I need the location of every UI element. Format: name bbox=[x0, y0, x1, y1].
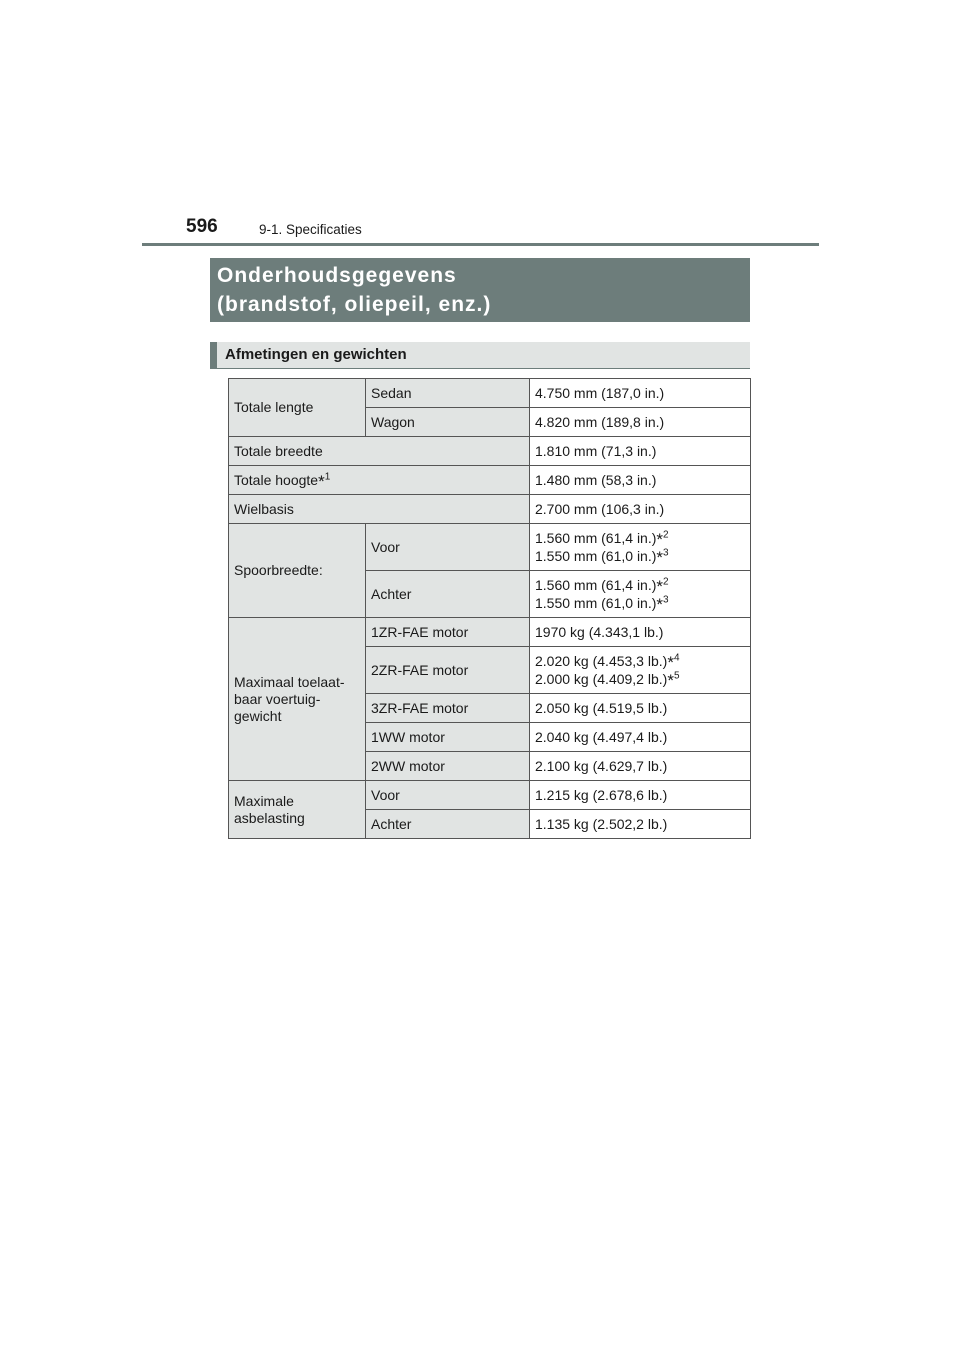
footnote-number: 3 bbox=[663, 547, 669, 559]
value-text: 2.020 kg (4.453,3 lb.) bbox=[535, 653, 668, 669]
section-label: 9-1. Specificaties bbox=[259, 222, 362, 237]
footnote-number: 2 bbox=[663, 576, 669, 588]
table-row bbox=[229, 781, 751, 810]
cell-value: 1.810 mm (71,3 in.) bbox=[530, 437, 751, 466]
label-line: asbelasting bbox=[234, 809, 305, 826]
label-line: baar voertuig- bbox=[234, 690, 321, 707]
footnote-asterisk: * bbox=[318, 472, 325, 491]
footnote-asterisk: * bbox=[656, 595, 664, 614]
cell-value: 1.215 kg (2.678,6 lb.) bbox=[530, 781, 751, 810]
section-subheading bbox=[210, 342, 750, 369]
value-line bbox=[535, 529, 745, 547]
sub-label: 2WW motor bbox=[366, 752, 530, 781]
value-text: 1.550 mm (61,0 in.) bbox=[535, 548, 657, 564]
page-title-line-2: (brandstof, oliepeil, enz.) bbox=[217, 293, 492, 316]
cell-value: 4.750 mm (187,0 in.) bbox=[530, 379, 751, 408]
page-number: 596 bbox=[186, 216, 218, 237]
sub-label: Voor bbox=[366, 524, 530, 571]
subheading-accent-bar bbox=[210, 342, 217, 369]
value-line bbox=[535, 576, 745, 594]
value-text: 1.550 mm (61,0 in.) bbox=[535, 595, 657, 611]
table-row bbox=[229, 618, 751, 647]
sub-label: 2ZR-FAE motor bbox=[366, 647, 530, 694]
sub-label: Achter bbox=[366, 571, 530, 618]
cell-value bbox=[530, 647, 751, 694]
page-title-line-1: Onderhoudsgegevens bbox=[217, 264, 457, 287]
table-row bbox=[229, 466, 751, 495]
row-label-total-length: Totale lengte bbox=[229, 379, 366, 437]
sub-label: 3ZR-FAE motor bbox=[366, 694, 530, 723]
label-line: Maximale bbox=[234, 792, 294, 809]
sub-label: Voor bbox=[366, 781, 530, 810]
value-line bbox=[535, 652, 745, 670]
value-text: 2.000 kg (4.409,2 lb.) bbox=[535, 671, 668, 687]
row-label-total-height bbox=[229, 466, 530, 495]
row-label-wheelbase: Wielbasis bbox=[229, 495, 530, 524]
cell-value: 2.100 kg (4.629,7 lb.) bbox=[530, 752, 751, 781]
sub-label: 1ZR-FAE motor bbox=[366, 618, 530, 647]
label-line: gewicht bbox=[234, 707, 282, 724]
cell-value: 4.820 mm (189,8 in.) bbox=[530, 408, 751, 437]
sub-label: 1WW motor bbox=[366, 723, 530, 752]
row-label-total-width: Totale breedte bbox=[229, 437, 530, 466]
header-divider bbox=[142, 243, 819, 246]
footnote-number: 4 bbox=[673, 652, 680, 664]
dimensions-weights-table bbox=[228, 378, 751, 839]
row-label-max-vehicle-weight bbox=[229, 618, 366, 781]
cell-value: 1.480 mm (58,3 in.) bbox=[530, 466, 751, 495]
footnote-number: 1 bbox=[324, 471, 331, 483]
table-row bbox=[229, 495, 751, 524]
footnote-number: 5 bbox=[673, 670, 680, 682]
footnote-asterisk: * bbox=[667, 653, 674, 672]
sub-label: Wagon bbox=[366, 408, 530, 437]
footnote-asterisk: * bbox=[656, 530, 664, 549]
cell-value: 1.135 kg (2.502,2 lb.) bbox=[530, 810, 751, 839]
sub-label: Achter bbox=[366, 810, 530, 839]
sub-label: Sedan bbox=[366, 379, 530, 408]
subheading-text: Afmetingen en gewichten bbox=[225, 346, 407, 363]
footnote-asterisk: * bbox=[656, 548, 664, 567]
cell-value bbox=[530, 571, 751, 618]
cell-value: 2.700 mm (106,3 in.) bbox=[530, 495, 751, 524]
cell-value: 2.040 kg (4.497,4 lb.) bbox=[530, 723, 751, 752]
label-text: Totale hoogte bbox=[234, 472, 319, 488]
page-title bbox=[210, 258, 750, 322]
value-line bbox=[535, 547, 745, 565]
label-line: Maximaal toelaat- bbox=[234, 673, 345, 690]
cell-value bbox=[530, 524, 751, 571]
value-text: 1.560 mm (61,4 in.) bbox=[535, 530, 657, 546]
footnote-number: 2 bbox=[663, 529, 669, 541]
cell-value: 2.050 kg (4.519,5 lb.) bbox=[530, 694, 751, 723]
footnote-number: 3 bbox=[663, 594, 669, 606]
footnote-asterisk: * bbox=[667, 671, 674, 690]
footnote-asterisk: * bbox=[656, 577, 664, 596]
table-row bbox=[229, 524, 751, 571]
row-label-max-axle-load bbox=[229, 781, 366, 839]
cell-value: 1970 kg (4.343,1 lb.) bbox=[530, 618, 751, 647]
row-label-track-width: Spoorbreedte: bbox=[229, 524, 366, 618]
value-line bbox=[535, 594, 745, 612]
table-row bbox=[229, 437, 751, 466]
value-line bbox=[535, 670, 745, 688]
table-row bbox=[229, 379, 751, 408]
value-text: 1.560 mm (61,4 in.) bbox=[535, 577, 657, 593]
